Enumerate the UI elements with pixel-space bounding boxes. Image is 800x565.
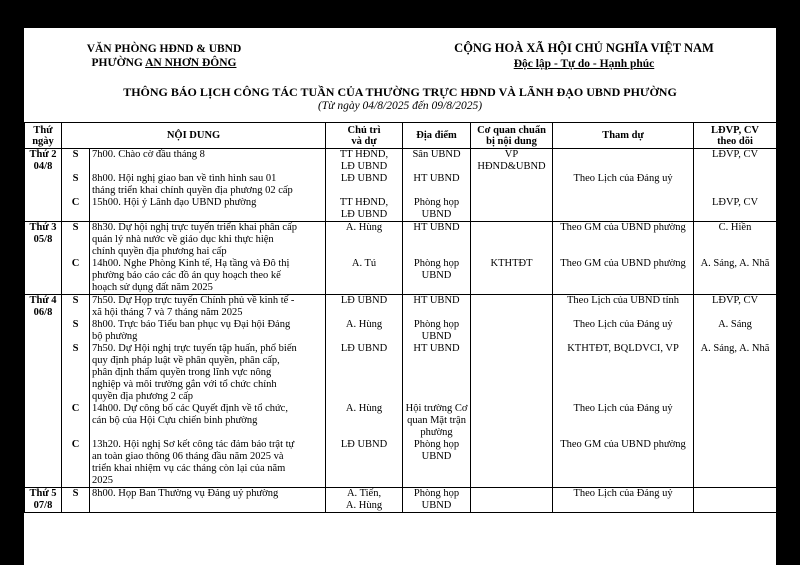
cell-line: chính quyền địa phương hai cấp [92, 246, 227, 257]
cell-line: A. Hùng [345, 222, 383, 233]
cell-line: 15h00. Hội ý Lãnh đạo UBND phường [92, 197, 257, 208]
cell-line: Phòng họp [413, 319, 460, 330]
attend-cell [553, 173, 694, 197]
cell-line: quy định pháp luật về phân quyền, phân cấp, [92, 355, 280, 366]
cell-line: quyền địa phương 2 cấp [92, 391, 194, 402]
col-attend-header: Tham dự [553, 123, 694, 149]
table-row [25, 295, 777, 320]
cell-line: HT UBND [413, 173, 460, 184]
monitor-cell [694, 173, 776, 197]
cell-line: Thứ 5 [29, 488, 57, 499]
cell-line: 8h30. Dự hội nghị trực tuyến triển khai phân cấp [92, 222, 298, 233]
content-cell [90, 258, 326, 295]
attend-cell [553, 258, 694, 295]
cell-line: 8h00. Hội nghị giao ban về tình hình sau 01 [92, 173, 277, 184]
col-prep-line1: Cơ quan chuẩn [477, 124, 546, 136]
chair-cell [326, 488, 403, 513]
session-cell: C [62, 403, 90, 439]
table-row [25, 197, 777, 222]
cell-line: LĐ UBND [340, 343, 388, 354]
cell-line: cán bộ của Hội Cựu chiến binh phường [92, 415, 258, 426]
cell-line: Theo GM của UBND phường [560, 439, 686, 450]
prep-cell [471, 197, 553, 222]
cell-line: bộ phường [92, 331, 138, 342]
col-content-header: NỘI DUNG [62, 123, 326, 149]
cell-line: 13h20. Hội nghị Sơ kết công tác đảm bảo trật tự [92, 439, 295, 450]
cell-line: Theo GM của UBND phường [560, 222, 686, 233]
table-row [25, 258, 777, 295]
schedule-table [24, 122, 776, 513]
cell-line: Hội trường Cơ [405, 403, 468, 414]
cell-line: quan Mặt trận [407, 415, 466, 426]
content-cell [90, 488, 326, 513]
cell-line: 14h00. Dự công bố các Quyết định về tổ chức, [92, 403, 288, 414]
monitor-cell [694, 488, 776, 513]
content-cell [90, 197, 326, 222]
chair-cell [326, 343, 403, 403]
cell-line: UBND [421, 451, 452, 462]
cell-line: LĐVP, CV [711, 295, 759, 306]
cell-line: LĐ UBND [340, 161, 388, 172]
cell-line: quản lý nhà nước về giáo dục khi thực hiện [92, 234, 274, 245]
cell-line: phân định thẩm quyền trong lĩnh vực nông [92, 367, 272, 378]
col-prep-header [471, 123, 553, 149]
content-cell [90, 173, 326, 197]
document-subtitle: (Từ ngày 04/8/2025 đến 09/8/2025) [317, 100, 483, 112]
monitor-cell [694, 439, 776, 488]
location-cell [403, 295, 471, 320]
table-row [25, 319, 777, 343]
location-cell [403, 197, 471, 222]
prep-cell [471, 488, 553, 513]
cell-line: Theo Lịch của Đảng uỷ [573, 403, 673, 414]
table-row [25, 403, 777, 439]
monitor-cell [694, 343, 776, 403]
cell-line: Phòng họp [413, 439, 460, 450]
schedule-body [25, 149, 777, 513]
content-cell [90, 403, 326, 439]
prep-cell [471, 295, 553, 320]
cell-line: tháng triển khai chính quyền địa phương 02 cấp [92, 185, 293, 196]
attend-cell [553, 149, 694, 174]
table-row [25, 222, 777, 259]
location-cell [403, 488, 471, 513]
chair-cell [326, 149, 403, 174]
location-cell [403, 173, 471, 197]
cell-line: nghiệp và môi trường gắn với tổ chức chính [92, 379, 277, 390]
attend-cell [553, 488, 694, 513]
cell-line: Thứ 2 [29, 149, 57, 160]
location-cell [403, 319, 471, 343]
session-cell: S [62, 173, 90, 197]
prep-cell [471, 439, 553, 488]
cell-line: A. Sáng, A. Nhã [700, 258, 770, 269]
session-cell: C [62, 258, 90, 295]
monitor-cell [694, 295, 776, 320]
chair-cell [326, 197, 403, 222]
cell-line: A. Hùng [345, 403, 383, 414]
table-header-row [25, 123, 777, 149]
session-cell: S [62, 222, 90, 259]
content-cell [90, 439, 326, 488]
agency-header [64, 42, 264, 70]
col-monitor-line2: theo dõi [717, 135, 753, 147]
monitor-cell [694, 197, 776, 222]
session-cell: S [62, 295, 90, 320]
cell-line: Theo Lịch của Đảng uỷ [573, 173, 673, 184]
cell-line: 04/8 [33, 161, 53, 172]
cell-line: Theo Lịch của Đảng uỷ [573, 488, 673, 499]
cell-line: A. Tiến, [346, 488, 382, 499]
cell-line: HT UBND [413, 222, 460, 233]
table-row [25, 439, 777, 488]
cell-line: HT UBND [413, 343, 460, 354]
chair-cell [326, 403, 403, 439]
cell-line: 06/8 [33, 307, 53, 318]
cell-line: C. Hiền [718, 222, 752, 233]
chair-cell [326, 295, 403, 320]
cell-line: Sân UBND [412, 149, 461, 160]
col-chair-line1: Chủ trì [347, 124, 381, 136]
cell-line: UBND [421, 270, 452, 281]
cell-line: LĐ UBND [340, 439, 388, 450]
session-cell: C [62, 197, 90, 222]
table-row [25, 149, 777, 174]
cell-line: 07/8 [33, 500, 53, 511]
cell-line: Theo Lịch của UBND tỉnh [567, 295, 679, 306]
agency-line2 [64, 56, 264, 70]
agency-ward-prefix: PHƯỜNG [91, 57, 146, 69]
cell-line: phường báo cáo các đồ án quy hoạch theo kế [92, 270, 281, 281]
monitor-cell [694, 149, 776, 174]
col-monitor-header [694, 123, 776, 149]
cell-line: UBND [421, 500, 452, 511]
cell-line: 8h00. Trực báo Tiểu ban phục vụ Đại hội Đảng [92, 319, 291, 330]
cell-line: Thứ 4 [29, 295, 57, 306]
chair-cell [326, 258, 403, 295]
day-cell [25, 222, 62, 295]
prep-cell [471, 319, 553, 343]
session-cell: C [62, 439, 90, 488]
cell-line: HĐND&UBND [477, 161, 546, 172]
chair-cell [326, 439, 403, 488]
cell-line: an toàn giao thông 06 tháng đầu năm 2025 và [92, 451, 284, 462]
content-cell [90, 149, 326, 174]
session-cell: S [62, 343, 90, 403]
monitor-cell [694, 222, 776, 259]
table-row [25, 173, 777, 197]
session-cell: S [62, 488, 90, 513]
prep-cell [471, 222, 553, 259]
cell-line: 2025 [92, 475, 113, 486]
col-day-line2: ngày [32, 135, 54, 147]
chair-cell [326, 173, 403, 197]
cell-line: 7h50. Dự Hội nghị trực tuyến tập huấn, phổ biến [92, 343, 297, 354]
country-name: CỘNG HOÀ XÃ HỘI CHỦ NGHĨA VIỆT NAM [454, 41, 714, 55]
col-monitor-line1: LĐVP, CV [710, 124, 760, 136]
cell-line: HT UBND [413, 295, 460, 306]
chair-cell [326, 319, 403, 343]
cell-line: Phòng họp [413, 258, 460, 269]
attend-cell [553, 197, 694, 222]
cell-line: hoạch sử dụng đất năm 2025 [92, 282, 213, 293]
col-chair-header [326, 123, 403, 149]
cell-line: 05/8 [33, 234, 53, 245]
col-chair-line2: và dự [351, 135, 377, 147]
cell-line: Theo GM của UBND phường [560, 258, 686, 269]
document-page [24, 28, 776, 565]
location-cell [403, 258, 471, 295]
col-day-line1: Thứ [33, 124, 53, 136]
table-row [25, 343, 777, 403]
cell-line: LĐVP, CV [711, 197, 759, 208]
cell-line: TT HĐND, [339, 197, 389, 208]
cell-line: Thứ 3 [29, 222, 57, 233]
prep-cell [471, 403, 553, 439]
content-cell [90, 343, 326, 403]
session-cell: S [62, 319, 90, 343]
location-cell [403, 403, 471, 439]
attend-cell [553, 343, 694, 403]
cell-line: LĐ UBND [340, 209, 388, 220]
cell-line: A. Tú [351, 258, 377, 269]
location-cell [403, 439, 471, 488]
cell-line: 7h00. Chào cờ đầu tháng 8 [92, 149, 205, 160]
cell-line: UBND [421, 209, 452, 220]
location-cell [403, 343, 471, 403]
prep-cell [471, 258, 553, 295]
content-cell [90, 222, 326, 259]
agency-line1: VĂN PHÒNG HĐND & UBND [86, 43, 242, 55]
document-title: THÔNG BÁO LỊCH CÔNG TÁC TUẦN CỦA THƯỜNG TRỰC HĐND VÀ LÃNH ĐẠO UBND PHƯỜNG [123, 85, 677, 99]
cell-line: Phòng họp [413, 488, 460, 499]
prep-cell [471, 343, 553, 403]
cell-line: phường [420, 427, 453, 438]
table-row [25, 488, 777, 513]
monitor-cell [694, 258, 776, 295]
content-cell [90, 295, 326, 320]
day-cell [25, 488, 62, 513]
chair-cell [326, 222, 403, 259]
attend-cell [553, 295, 694, 320]
cell-line: 8h00. Họp Ban Thường vụ Đảng uỷ phường [92, 488, 279, 499]
cell-line: LĐ UBND [340, 173, 388, 184]
cell-line: A. Sáng [718, 319, 752, 330]
attend-cell [553, 403, 694, 439]
agency-ward-name: AN NHƠN ĐÔNG [145, 57, 237, 69]
cell-line: Phòng họp [413, 197, 460, 208]
location-cell [403, 222, 471, 259]
prep-cell [471, 173, 553, 197]
cell-line: KTHTĐT [490, 258, 533, 269]
cell-line: Theo Lịch của Đảng uỷ [573, 319, 673, 330]
monitor-cell [694, 403, 776, 439]
monitor-cell [694, 319, 776, 343]
cell-line: LĐVP, CV [711, 149, 759, 160]
cell-line: A. Hùng [345, 319, 383, 330]
cell-line: xã hội tháng 7 và 7 tháng năm 2025 [92, 307, 243, 318]
prep-cell [471, 149, 553, 174]
cell-line: VP [504, 149, 519, 160]
location-cell [403, 149, 471, 174]
attend-cell [553, 439, 694, 488]
day-cell [25, 295, 62, 488]
cell-line: 14h00. Nghe Phòng Kinh tế, Hạ tầng và Đô thị [92, 258, 290, 269]
national-header [434, 40, 734, 72]
col-day-header [25, 123, 62, 149]
col-location-header: Địa điểm [403, 123, 471, 149]
cell-line: TT HĐND, [339, 149, 389, 160]
cell-line: triển khai nhiệm vụ các tháng còn lại của năm [92, 463, 286, 474]
col-prep-line2: bị nội dung [486, 135, 537, 147]
attend-cell [553, 222, 694, 259]
cell-line: 7h50. Dự Họp trực tuyến Chính phủ về kinh tế - [92, 295, 295, 306]
attend-cell [553, 319, 694, 343]
session-cell: S [62, 149, 90, 174]
cell-line: LĐ UBND [340, 295, 388, 306]
national-motto: Độc lập - Tự do - Hạnh phúc [513, 58, 655, 70]
content-cell [90, 319, 326, 343]
cell-line: A. Sáng, A. Nhã [700, 343, 770, 354]
cell-line: A. Hùng [345, 500, 383, 511]
cell-line: KTHTĐT, BQLDVCI, VP [567, 343, 679, 354]
cell-line: UBND [421, 331, 452, 342]
day-cell [25, 149, 62, 222]
